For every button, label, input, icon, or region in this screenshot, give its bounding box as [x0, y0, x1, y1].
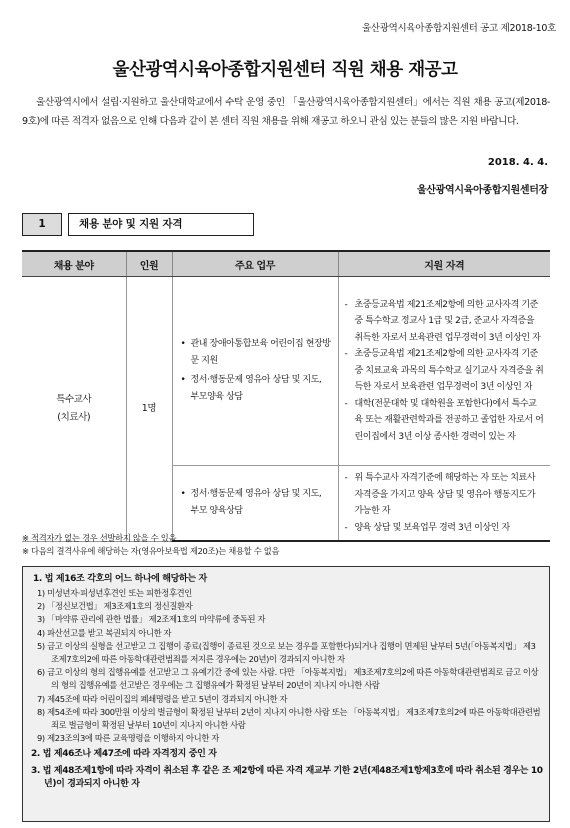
page-title: 울산광역시육아종합지원센터 직원 채용 재공고 — [112, 60, 458, 80]
document-number: 울산광역시육아종합지원센터 공고 제2018-10호 — [362, 23, 556, 34]
list-item: 4) 파산선고를 받고 복권되지 아니한 자 — [37, 627, 172, 638]
header-field: 채용 분야 — [22, 251, 126, 277]
intro-paragraph — [22, 93, 550, 131]
list-item: 6) 금고 이상의 형의 집행유예를 선고받고 그 유예기간 중에 있는 사람. 다만 「아동복지법」 제3조제7호의2에 따른 아동학대관련범죄로 금고 이상의 형의 집행유예를 선고받은 경우에는 그 집행유예가 확정된 날부터 20년이 지나지 아니한 사람 — [37, 667, 539, 691]
list-item: 3) 「마약류 관리에 관한 법률」 제2조제1호의 마약류에 중독된 자 — [37, 614, 266, 625]
duties-cell — [172, 466, 338, 542]
header-qualifications: 지원 자격 — [338, 251, 550, 277]
field-name: 특수교사 — [56, 393, 92, 405]
list-item: 9) 제23조의3에 따른 교육명령을 이행하지 아니한 자 — [37, 733, 219, 744]
list-item: - 대학(전문대학 및 대학원을 포함한다)에서 특수교육 또는 재활관련학과를 전공하고 졸업한 자로서 어린이집에서 3년 이상 종사한 경력이 있는 자 — [343, 396, 545, 446]
qualifications-cell — [338, 466, 550, 542]
duties-cell — [172, 277, 338, 466]
qualifications-cell — [338, 277, 550, 466]
list-item: - 양육 상담 및 보육업무 경력 3년 이상인 자 — [343, 520, 545, 537]
list-item: 5) 금고 이상의 실형을 선고받고 그 집행이 종료(집행이 종료된 것으로 보는 경우를 포함한다)되거나 집행이 면제된 날부터 5년(「아동복지법」 제3조제7호의2에 따른 아동학대관련범죄를 저지른 경우에는 20년)이 경과되지 아니한 자 — [37, 640, 536, 665]
notes — [22, 532, 279, 558]
disqual-heading-2: 2. 법 제46조나 제47조에 따라 자격정지 중인 자 — [31, 749, 217, 760]
list-item: - 초중등교육법 제21조제2항에 의한 교사자격 기준 중 치료교육 과목의 특수학교 실기교사 자격증을 취득한 자로서 보육관련 업무경력이 3년 이상인 자 — [343, 346, 545, 396]
list-item: 7) 제45조에 따라 어린이집의 폐쇄명령을 받고 5년이 경과되지 아니한 자 — [37, 693, 288, 704]
header-count: 인원 — [126, 251, 172, 277]
list-item: • 정서·행동문제 영유아 상담 및 지도, 부모 양육상담 — [179, 486, 332, 520]
list-item: • 관내 장애아통합보육 어린이집 현장방문 지원 — [179, 336, 332, 370]
disqualification-box — [22, 566, 550, 822]
announcement-date: 2018. 4. 4. — [487, 157, 548, 168]
field-cell — [22, 277, 126, 542]
section-number: 1 — [22, 213, 62, 236]
note-no-qualified: ※ 적격자가 없는 경우 선발하지 않을 수 있음 — [22, 533, 177, 543]
disqual-heading-1: 1. 법 제16조 각호의 어느 하나에 해당하는 자 — [33, 574, 207, 584]
list-item: - 위 특수교사 자격기준에 해당하는 자 또는 치료사 자격증을 가지고 양육 상담 및 영유아 행동지도가 가능한 자 — [343, 470, 545, 520]
table-row — [22, 277, 550, 466]
section-heading — [22, 213, 254, 236]
recruitment-table — [22, 250, 550, 542]
list-item: - 초중등교육법 제21조제2항에 의한 교사자격 기준 중 특수학교 정교사 1급 및 2급, 준교사 자격증을 취득한 자로서 보육관련 업무경력이 3년 이상인 자 — [343, 297, 545, 347]
intro-text: 울산광역시에서 설립·지원하고 울산대학교에서 수탁 운영 중인 「울산광역시육아종합지원센터」에서는 직원 채용 공고(제2018-9호)에 따른 적격자 없음으로 인해 다음과 같이 본 센터 직원 채용을 위해 재공고 하오니 관심 있는 분들의 많은 지원 바랍니다. — [22, 97, 550, 127]
field-subname: (치료사) — [57, 411, 91, 423]
section-label: 채용 분야 및 지원 자격 — [68, 213, 254, 236]
disqual-heading-3: 3. 법 제48조제1항에 따라 자격이 취소된 후 같은 조 제2항에 따른 자격 재교부 기한 2년(제48조제1항제3호에 따라 취소된 경우는 10년)이 경과되지 아니한 자 — [31, 765, 543, 790]
table-header-row — [22, 251, 550, 277]
issuer: 울산광역시육아종합지원센터장 — [416, 185, 548, 196]
list-item: 1) 미성년자·피성년후견인 또는 피한정후견인 — [37, 588, 192, 598]
count-cell: 1명 — [126, 277, 172, 542]
note-disqualification: ※ 다음의 결격사유에 해당하는 자(영유아보육법 제20조)는 채용할 수 없음 — [22, 546, 280, 556]
list-item: • 정서·행동문제 영유아 상담 및 지도, 부모양육 상담 — [179, 372, 332, 406]
header-duties: 주요 업무 — [172, 251, 338, 277]
list-item: 2) 「정신보건법」 제3조제1호의 정신질환자 — [37, 601, 193, 612]
list-item: 8) 제54조에 따라 300만원 이상의 벌금형이 확정된 날부터 2년이 지나지 아니한 사람 또는 「아동복지법」 제3조제7호의2에 따른 아동학대관련범죄로 벌금형이 확정된 날부터 10년이 지나지 아니한 사람 — [37, 706, 541, 731]
